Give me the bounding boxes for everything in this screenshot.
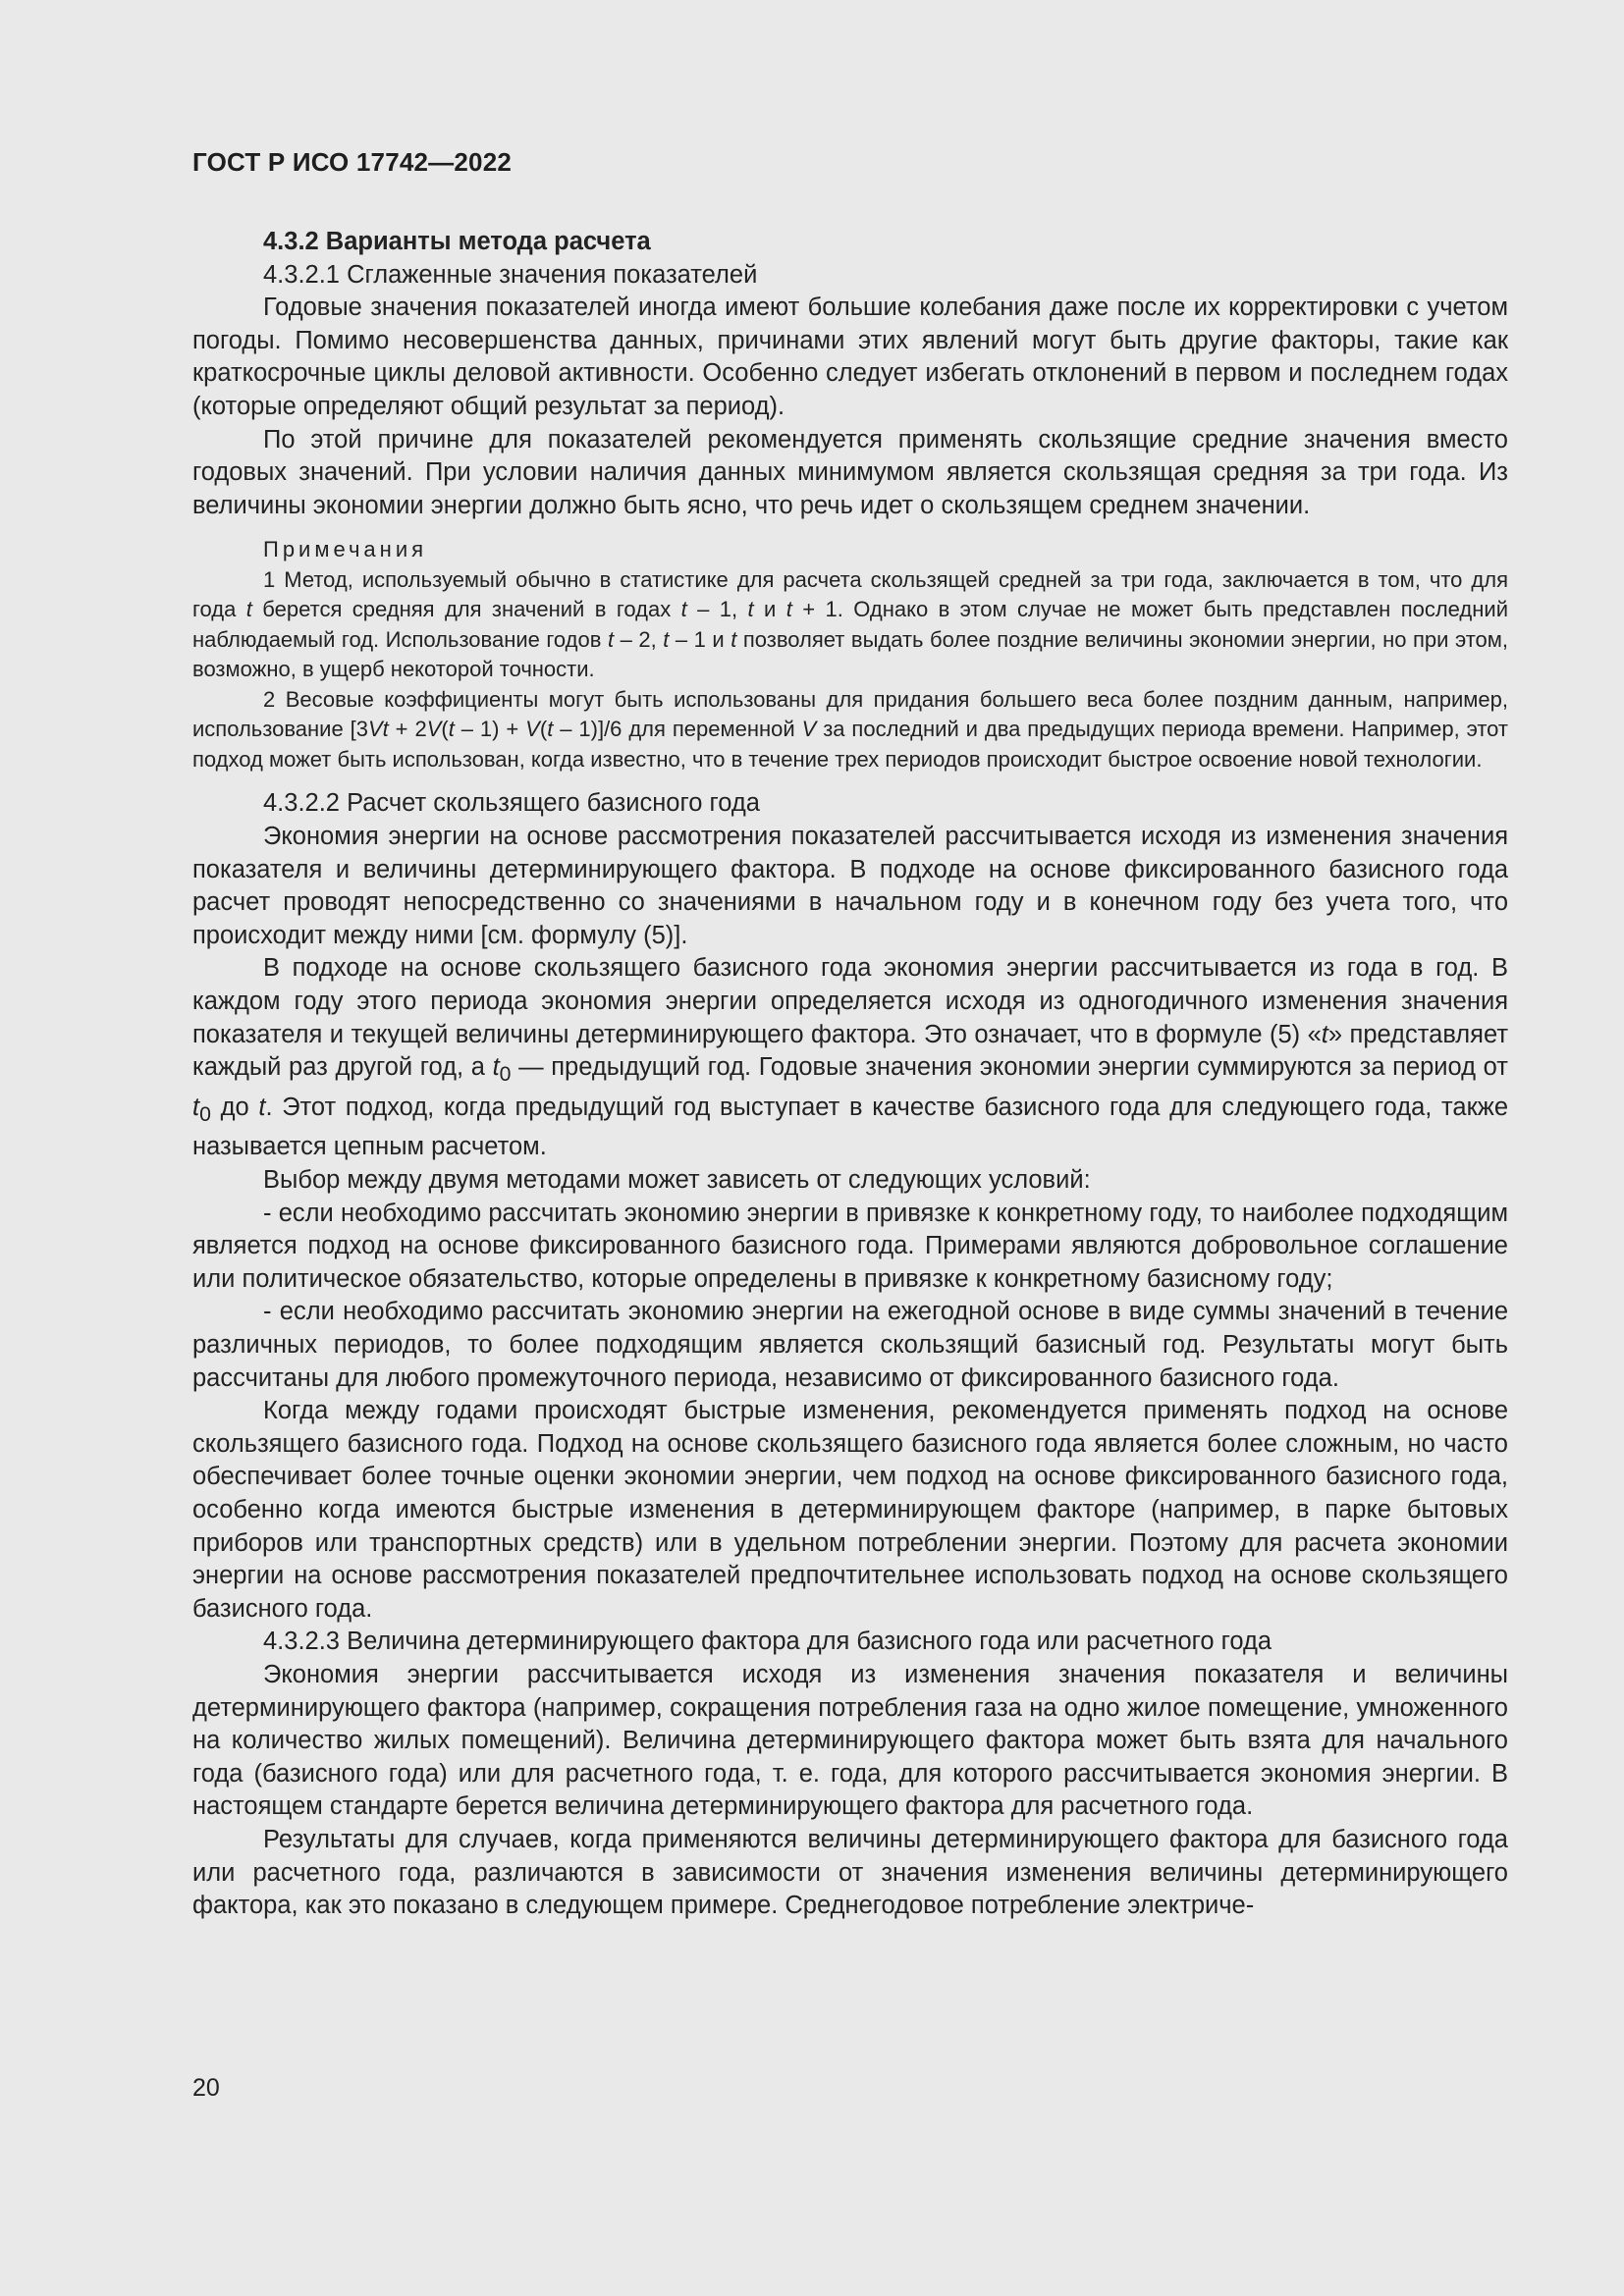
note-1: 1 Метод, используемый обычно в статистике для расчета скользящей средней за три года, заключается в том, что для года t берется средняя для значений в годах t – 1, t и t + 1. Однако в этом случае не может быть представлен последний наблюдаемый год. Использование годов t – 2, t – 1 и t позволяет выдать более поздние величины экономии энергии, но при этом, возможно, в ущерб некоторой точности.	[192, 566, 1508, 682]
page-number: 20	[192, 2074, 220, 2102]
notes-block	[192, 535, 1508, 774]
paragraph: Когда между годами происходят быстрые изменения, рекомендуется применять подход на основе скользящего базисного года. Подход на основе скользящего базисного года является более сложным, но часто обеспечивает более точные оценки экономии энергии, чем подход на основе фиксированного базисного года, особенно когда имеются быстрые изменения в детерминирующем факторе (например, в парке бытовых приборов или транспортных средств) или в удельном потреблении энергии. Поэтому для расчета экономии энергии на основе рассмотрения показателей предпочтительнее использовать подход на основе скользящего базисного года.	[192, 1397, 1508, 1623]
subsection-title: 4.3.2.3 Величина детерминирующего фактора для базисного года или расчетного года	[263, 1628, 1272, 1656]
paragraph: В подходе на основе скользящего базисного года экономия энергии рассчитывается из года в год. В каждом году этого периода экономия энергии определяется исходя из одногодичного изменения значения показателя и текущей величины детерминирующего фактора. Это означает, что в формуле (5) «t» представляет каждый раз другой год, а $t_0$ — предыдущий год. Годовые значения экономии энергии суммируются за период от $t_0$ до t. Этот подход, когда предыдущий год выступает в качестве базисного года для следующего года, также называется цепным расчетом.	[192, 954, 1509, 1161]
subsection-title: 4.3.2.2 Расчет скользящего базисного года	[263, 789, 760, 818]
list-item: - если необходимо рассчитать экономию энергии в привязке к конкретному году, то наиболее подходящим является подход на основе фиксированного базисного года. Примерами являются добровольное соглашение или политическое обязательство, которые определены в привязке к конкретному базисному году;	[192, 1199, 1508, 1293]
paragraph: Годовые значения показателей иногда имеют большие колебания даже после их корректировки с учетом погоды. Помимо несовершенства данных, причинами этих явлений могут быть другие факторы, такие как краткосрочные циклы деловой активности. Особенно следует избегать отклонений в первом и последнем годах (которые определяют общий результат за период).	[192, 294, 1508, 420]
list-item: - если необходимо рассчитать экономию энергии на ежегодной основе в виде суммы значений в течение различных периодов, то более подходящим является скользящий базисный год. Результаты могут быть рассчитаны для любого промежуточного периода, независимо от фиксированного базисного года.	[192, 1298, 1508, 1392]
note-2: 2 Весовые коэффициенты могут быть использованы для придания большего веса более поздним данным, например, использование [3Vt + 2V(t – 1) + V(t – 1)]/6 для переменной V за последний и два предыдущих периода времени. Например, этот подход может быть использован, когда известно, что в течение трех периодов происходит быстрое освоение новой технологии.	[192, 686, 1509, 772]
paragraph: Экономия энергии рассчитывается исходя из изменения значения показателя и величины детерминирующего фактора (например, сокращения потребления газа на одно жилое помещение, умноженного на количество жилых помещений). Величина детерминирующего фактора может быть взята для начального года (базисного года) или для расчетного года, т. е. года, для которого рассчитывается экономия энергии. В настоящем стандарте берется величина детерминирующего фактора для расчетного года.	[192, 1660, 1508, 1821]
paragraph: Экономия энергии на основе рассмотрения показателей рассчитывается исходя из изменения значения показателя и величины детерминирующего фактора. В подходе на основе фиксированного базисного года расчет проводят непосредственно со значениями в начальном году и в конечном году без учета того, что происходит между ними [см. формулу (5)].	[192, 822, 1508, 949]
subsection-title: 4.3.2.1 Сглаженные значения показателей	[263, 260, 758, 289]
paragraph: Выбор между двумя методами может зависеть от следующих условий:	[263, 1166, 1091, 1195]
document-body	[192, 226, 1508, 1923]
document-header: ГОСТ Р ИСО 17742—2022	[192, 147, 513, 177]
paragraph: По этой причине для показателей рекомендуется применять скользящие средние значения вместо годовых значений. При условии наличия данных минимумом является скользящая средняя за три года. Из величины экономии энергии должно быть ясно, что речь идет о скользящем среднем значении.	[192, 425, 1508, 519]
section-title: 4.3.2 Варианты метода расчета	[263, 228, 651, 255]
paragraph: Результаты для случаев, когда применяются величины детерминирующего фактора для базисного года или расчетного года, различаются в зависимости от значения изменения величины детерминирующего фактора, как это показано в следующем примере. Среднегодовое потребление электриче-	[192, 1825, 1508, 1920]
notes-heading: Примечания	[263, 537, 428, 562]
